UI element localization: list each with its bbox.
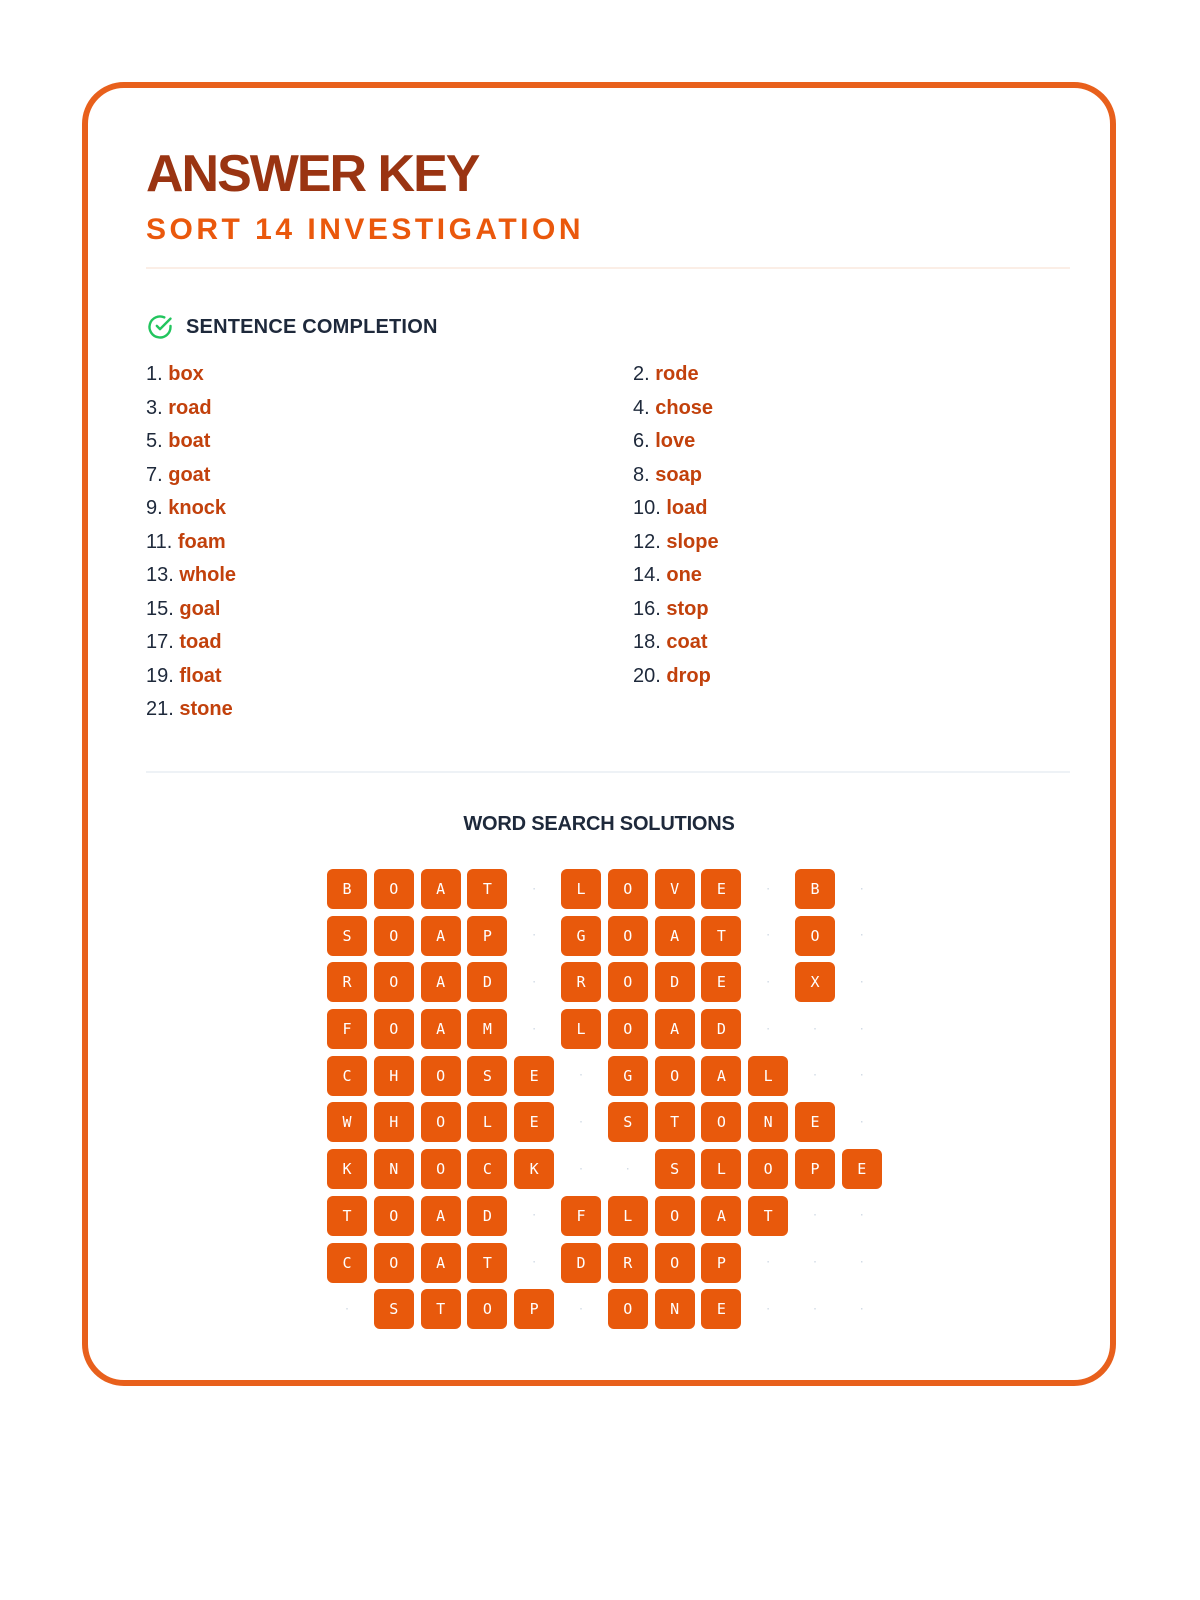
answer-number: 13. (146, 564, 174, 586)
letter-tile: O (374, 1243, 414, 1283)
empty-cell: · (531, 930, 538, 942)
letter-tile: O (701, 1102, 741, 1142)
empty-cell: · (811, 1210, 818, 1222)
letter-tile: G (561, 916, 601, 956)
letter-tile: L (561, 869, 601, 909)
empty-cell: · (765, 976, 772, 988)
empty-cell: · (858, 883, 865, 895)
answer-number: 9. (146, 497, 163, 519)
answer-number: 6. (633, 430, 650, 452)
letter-tile: C (327, 1056, 367, 1096)
answer-number: 11. (146, 530, 173, 553)
answer-word: knock (168, 497, 227, 519)
answer-word: stone (179, 698, 233, 720)
answer-word: slope (666, 530, 719, 553)
letter-tile: N (748, 1102, 788, 1142)
letter-tile: B (327, 869, 367, 909)
empty-cell: · (858, 1210, 865, 1222)
letter-tile: L (467, 1102, 507, 1142)
answer-word: coat (666, 631, 708, 653)
answer-word: drop (666, 664, 711, 687)
empty-cell: · (531, 976, 538, 988)
letter-tile: A (701, 1196, 741, 1236)
letter-tile: G (608, 1056, 648, 1096)
header-divider (146, 267, 1070, 269)
letter-tile: W (327, 1102, 367, 1142)
letter-tile: P (795, 1149, 835, 1189)
answer-number: 1. (146, 363, 163, 385)
letter-tile: O (467, 1289, 507, 1329)
answer-word: boat (168, 430, 211, 452)
letter-tile: O (374, 869, 414, 909)
answer-item (633, 492, 1070, 526)
answer-word: toad (179, 631, 222, 653)
letter-tile: S (655, 1149, 695, 1189)
letter-tile: E (842, 1149, 882, 1189)
letter-tile: R (327, 962, 367, 1002)
answer-word: goal (179, 597, 221, 620)
letter-tile: K (327, 1149, 367, 1189)
answer-number: 3. (146, 396, 163, 419)
letter-tile: E (701, 869, 741, 909)
letter-tile: A (421, 962, 461, 1002)
answer-number: 21. (146, 698, 174, 720)
letter-tile: O (608, 962, 648, 1002)
letter-tile: S (608, 1102, 648, 1142)
empty-cell: · (765, 930, 772, 942)
letter-tile: R (608, 1243, 648, 1283)
letter-tile: T (701, 916, 741, 956)
letter-tile: N (655, 1289, 695, 1329)
letter-tile: K (514, 1149, 554, 1189)
letter-tile: B (795, 869, 835, 909)
letter-tile: P (467, 916, 507, 956)
letter-tile: O (374, 1009, 414, 1049)
letter-tile: E (514, 1056, 554, 1096)
letter-tile: D (467, 1196, 507, 1236)
answer-item (146, 660, 633, 694)
answer-list (146, 358, 1070, 727)
answer-item (146, 425, 633, 459)
answer-item (146, 392, 633, 426)
empty-cell: · (811, 1023, 818, 1035)
letter-tile: A (421, 1196, 461, 1236)
letter-tile: A (701, 1056, 741, 1096)
answer-word: whole (179, 564, 237, 586)
answer-item (146, 593, 633, 627)
letter-tile: O (608, 869, 648, 909)
letter-tile: F (561, 1196, 601, 1236)
letter-tile: S (327, 916, 367, 956)
letter-tile: E (514, 1102, 554, 1142)
answer-item (146, 626, 633, 660)
answer-number: 2. (633, 363, 650, 385)
letter-tile: C (327, 1243, 367, 1283)
answer-item (633, 660, 1070, 694)
empty-cell: · (531, 1257, 538, 1268)
letter-tile: T (421, 1289, 461, 1329)
letter-tile: C (467, 1149, 507, 1189)
letter-tile: D (655, 962, 695, 1002)
letter-tile: O (655, 1056, 695, 1096)
answer-item (633, 593, 1070, 627)
answer-item (146, 459, 633, 493)
answer-word: goat (168, 463, 211, 486)
empty-cell: · (531, 1210, 538, 1222)
letter-tile: T (655, 1102, 695, 1142)
letter-tile: V (655, 869, 695, 909)
letter-tile: L (701, 1149, 741, 1189)
answer-number: 15. (146, 597, 174, 620)
letter-tile: P (701, 1243, 741, 1283)
letter-tile: L (561, 1009, 601, 1049)
letter-tile: O (795, 916, 835, 956)
answer-number: 20. (633, 664, 661, 687)
empty-cell: · (811, 1303, 818, 1315)
word-search-grid (327, 869, 887, 1329)
letter-tile: D (467, 962, 507, 1002)
empty-cell: · (765, 1303, 772, 1315)
answer-number: 14. (633, 564, 661, 586)
letter-tile: O (421, 1149, 461, 1189)
answer-word: foam (177, 530, 226, 553)
answer-word: load (666, 497, 708, 519)
letter-tile: P (514, 1289, 554, 1329)
answer-number: 16. (633, 597, 661, 620)
letter-tile: E (701, 1289, 741, 1329)
answer-number: 10. (633, 497, 661, 519)
answer-number: 5. (146, 430, 163, 452)
letter-tile: A (655, 1009, 695, 1049)
answer-number: 19. (146, 664, 174, 687)
empty-cell: · (531, 1023, 538, 1035)
letter-tile: A (421, 869, 461, 909)
check-circle-icon (146, 313, 174, 341)
empty-cell: · (577, 1116, 584, 1128)
letter-tile: O (421, 1056, 461, 1096)
letter-tile: O (608, 1009, 648, 1049)
letter-tile: O (748, 1149, 788, 1189)
letter-tile: O (374, 1196, 414, 1236)
empty-cell: · (858, 1257, 865, 1268)
letter-tile: X (795, 962, 835, 1002)
letter-tile: O (421, 1102, 461, 1142)
answer-word: box (168, 363, 204, 385)
empty-cell: · (577, 1303, 584, 1315)
letter-tile: N (374, 1149, 414, 1189)
letter-tile: R (561, 962, 601, 1002)
empty-cell: · (858, 930, 865, 942)
answer-word: chose (655, 396, 714, 419)
letter-tile: D (701, 1009, 741, 1049)
answer-item (146, 559, 633, 593)
letter-tile: T (327, 1196, 367, 1236)
letter-tile: O (608, 1289, 648, 1329)
answer-word: rode (655, 363, 699, 385)
word-search-title: WORD SEARCH SOLUTIONS (463, 813, 735, 835)
empty-cell: · (765, 1257, 772, 1268)
answer-item (146, 693, 633, 727)
letter-tile: M (467, 1009, 507, 1049)
sentence-completion-title: SENTENCE COMPLETION (186, 315, 438, 338)
answer-item (633, 392, 1070, 426)
answer-word: love (655, 430, 696, 452)
letter-tile: A (421, 916, 461, 956)
empty-cell: · (858, 1023, 865, 1035)
letter-tile: F (327, 1009, 367, 1049)
letter-tile: S (374, 1289, 414, 1329)
empty-cell: · (577, 1070, 584, 1082)
letter-tile: T (467, 869, 507, 909)
answer-word: one (666, 564, 702, 586)
letter-tile: L (608, 1196, 648, 1236)
empty-cell: · (811, 1070, 818, 1082)
letter-tile: D (561, 1243, 601, 1283)
empty-cell: · (858, 1303, 865, 1315)
letter-tile: A (421, 1009, 461, 1049)
letter-tile: E (795, 1102, 835, 1142)
answer-key-card (82, 82, 1116, 1386)
letter-tile: O (655, 1196, 695, 1236)
answer-word: road (168, 396, 212, 419)
section-divider (146, 771, 1070, 773)
answer-number: 4. (633, 396, 650, 419)
answer-item (146, 526, 633, 560)
answer-number: 8. (633, 463, 650, 486)
empty-cell: · (624, 1163, 631, 1175)
letter-tile: S (467, 1056, 507, 1096)
letter-tile: A (655, 916, 695, 956)
letter-tile: T (748, 1196, 788, 1236)
empty-cell: · (811, 1257, 818, 1268)
answer-number: 18. (633, 631, 661, 653)
answer-word: stop (666, 597, 709, 620)
answer-item (633, 459, 1070, 493)
empty-cell: · (531, 883, 538, 895)
letter-tile: O (374, 916, 414, 956)
answer-word: soap (655, 463, 702, 486)
letter-tile: H (374, 1056, 414, 1096)
answer-number: 17. (146, 631, 174, 653)
answer-item (633, 626, 1070, 660)
empty-cell: · (343, 1303, 351, 1315)
answer-item (633, 526, 1070, 560)
answer-item (146, 492, 633, 526)
answer-item (633, 425, 1070, 459)
answer-item (146, 358, 633, 392)
page-subtitle: SORT 14 INVESTIGATION (146, 213, 584, 246)
letter-tile: T (467, 1243, 507, 1283)
answer-word: float (179, 664, 222, 687)
answer-number: 12. (633, 530, 661, 553)
empty-cell: · (858, 1116, 865, 1128)
answer-number: 7. (146, 463, 163, 486)
page-title: ANSWER KEY (146, 145, 479, 203)
empty-cell: · (765, 883, 772, 895)
letter-tile: O (374, 962, 414, 1002)
sentence-completion-header (146, 313, 438, 341)
empty-cell: · (765, 1023, 772, 1035)
answer-item (633, 358, 1070, 392)
answer-item (633, 559, 1070, 593)
letter-tile: E (701, 962, 741, 1002)
letter-tile: O (655, 1243, 695, 1283)
letter-tile: O (608, 916, 648, 956)
letter-tile: H (374, 1102, 414, 1142)
letter-tile: L (748, 1056, 788, 1096)
empty-cell: · (577, 1163, 584, 1175)
empty-cell: · (858, 976, 865, 988)
empty-cell: · (858, 1070, 865, 1082)
letter-tile: A (421, 1243, 461, 1283)
